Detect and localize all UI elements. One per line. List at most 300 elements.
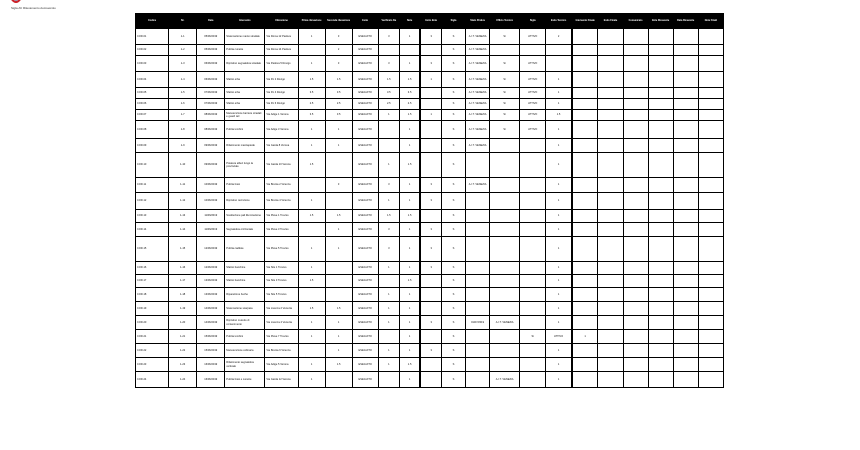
- table-cell: 1.5: [325, 210, 352, 223]
- table-cell: 01/07/2019: [466, 316, 490, 330]
- table-row: [136, 262, 724, 275]
- table-cell: 1.5: [378, 72, 399, 88]
- table-cell: [648, 153, 673, 178]
- table-cell: 1: [298, 330, 325, 344]
- table-cell: 1: [572, 330, 598, 344]
- table-cell: [698, 237, 723, 262]
- table-cell: [420, 330, 441, 344]
- table-cell: [698, 139, 723, 153]
- table-cell: ESEGUITO: [352, 29, 378, 45]
- table-cell: Pulizia tombini: [225, 121, 265, 139]
- table-cell: 3: [420, 237, 441, 262]
- table-cell: Pulizia fossi: [225, 178, 265, 193]
- table-row: [136, 210, 724, 223]
- table-cell: A.I.T. VENEZIA: [466, 45, 490, 56]
- table-cell: Pulizia caditoie: [225, 237, 265, 262]
- table-cell: [598, 372, 623, 388]
- table-cell: ESEGUITO: [352, 153, 378, 178]
- table-cell: [673, 262, 698, 275]
- table-cell: [298, 45, 325, 56]
- table-cell: 3: [378, 56, 399, 72]
- table-cell: 1-16: [169, 262, 197, 275]
- table-cell: COD.12: [136, 193, 169, 210]
- table-cell: S: [441, 302, 465, 316]
- table-cell: [673, 193, 698, 210]
- table-cell: [648, 45, 673, 56]
- table-row: [136, 56, 724, 72]
- table-cell: [598, 110, 623, 121]
- table-cell: [673, 302, 698, 316]
- table-row: [136, 237, 724, 262]
- table-cell: 1-4: [169, 72, 197, 88]
- table-cell: [399, 45, 420, 56]
- table-cell: 1-19: [169, 302, 197, 316]
- table-cell: ATTIVO: [520, 29, 546, 45]
- table-cell: [648, 29, 673, 45]
- table-cell: ESEGUITO: [352, 288, 378, 302]
- table-cell: 1-17: [169, 275, 197, 288]
- table-cell: [673, 223, 698, 237]
- table-cell: [546, 45, 572, 56]
- table-cell: 1: [378, 302, 399, 316]
- table-cell: COD.14: [136, 223, 169, 237]
- column-header: Intervento Finale: [572, 14, 598, 29]
- table-cell: 3: [420, 344, 441, 358]
- table-cell: 1-3: [169, 56, 197, 72]
- table-cell: [648, 316, 673, 330]
- table-cell: [623, 110, 648, 121]
- table-cell: [598, 72, 623, 88]
- table-cell: [598, 99, 623, 110]
- table-cell: 1: [399, 344, 420, 358]
- table-cell: Potatura alberi lungo la provinciale: [225, 153, 265, 178]
- table-cell: Ripristino segnaletica stradale: [225, 56, 265, 72]
- table-cell: [520, 358, 546, 372]
- table-cell: [648, 372, 673, 388]
- table-cell: [466, 153, 490, 178]
- table-cell: 1-12: [169, 193, 197, 210]
- table-cell: S: [441, 153, 465, 178]
- table-cell: [490, 330, 520, 344]
- table-cell: 06/06/2019: [197, 72, 225, 88]
- table-cell: [420, 372, 441, 388]
- table-cell: 1-15: [169, 237, 197, 262]
- table-cell: S: [441, 237, 465, 262]
- table-cell: [598, 193, 623, 210]
- table-cell: 13/06/2019: [197, 275, 225, 288]
- table-cell: 1: [399, 223, 420, 237]
- table-cell: Sfalcio banchine: [225, 262, 265, 275]
- table-cell: 1: [298, 56, 325, 72]
- table-cell: 1.5: [298, 153, 325, 178]
- table-cell: [648, 88, 673, 99]
- table-cell: [490, 178, 520, 193]
- table-cell: [598, 178, 623, 193]
- column-header: Esito: [352, 14, 378, 29]
- table-cell: Via Padova 5 Rovigo: [265, 56, 298, 72]
- table-cell: [673, 316, 698, 330]
- column-header: Data: [197, 14, 225, 29]
- table-cell: [520, 210, 546, 223]
- table-cell: A.I.T. VENEZIA: [466, 121, 490, 139]
- table-cell: [698, 223, 723, 237]
- table-cell: Via Roma 14 Padova: [265, 45, 298, 56]
- table-cell: [572, 139, 598, 153]
- table-cell: 09/06/2019: [197, 139, 225, 153]
- table-cell: [378, 45, 399, 56]
- table-cell: S: [441, 344, 465, 358]
- table-cell: Pulizia cunette: [225, 45, 265, 56]
- table-cell: 2.5: [325, 99, 352, 110]
- table-cell: Pulizia fossi e cunette: [225, 372, 265, 388]
- table-cell: [673, 344, 698, 358]
- table-cell: [572, 110, 598, 121]
- table-cell: 1: [546, 153, 572, 178]
- column-header: Verificato Da: [378, 14, 399, 29]
- table-cell: 11/06/2019: [197, 223, 225, 237]
- table-cell: S: [441, 121, 465, 139]
- table-cell: [420, 210, 441, 223]
- table-cell: [648, 110, 673, 121]
- table-cell: [490, 153, 520, 178]
- table-cell: [325, 262, 352, 275]
- table-cell: [466, 275, 490, 288]
- table-cell: 1: [546, 288, 572, 302]
- table-cell: [598, 121, 623, 139]
- table-cell: [623, 56, 648, 72]
- table-cell: 10/06/2019: [197, 178, 225, 193]
- table-cell: 1.5: [399, 358, 420, 372]
- table-cell: Segnaletica orizzontale: [225, 223, 265, 237]
- table-row: [136, 288, 724, 302]
- table-cell: Via Po 2 Rovigo: [265, 72, 298, 88]
- column-header: Data Ricevente: [673, 14, 698, 29]
- table-cell: 1: [399, 29, 420, 45]
- table-cell: [673, 210, 698, 223]
- table-cell: [673, 99, 698, 110]
- table-cell: [648, 344, 673, 358]
- table-cell: [466, 372, 490, 388]
- table-cell: [490, 237, 520, 262]
- table-cell: [698, 316, 723, 330]
- table-cell: S: [441, 316, 465, 330]
- table-cell: [520, 288, 546, 302]
- table-cell: 1: [378, 316, 399, 330]
- table-cell: [698, 372, 723, 388]
- table-cell: 1: [546, 372, 572, 388]
- table-cell: 1-6: [169, 99, 197, 110]
- table-cell: 1: [399, 262, 420, 275]
- table-cell: 1.5: [378, 210, 399, 223]
- table-cell: [572, 223, 598, 237]
- table-cell: 1: [546, 88, 572, 99]
- table-cell: S: [441, 29, 465, 45]
- table-row: [136, 178, 724, 193]
- table-cell: [598, 358, 623, 372]
- table-cell: [598, 262, 623, 275]
- table-cell: [598, 223, 623, 237]
- table-cell: [673, 372, 698, 388]
- table-cell: [623, 330, 648, 344]
- table-cell: [698, 302, 723, 316]
- table-cell: 08/06/2019: [197, 121, 225, 139]
- table-cell: [378, 139, 399, 153]
- table-cell: [673, 121, 698, 139]
- table-cell: [572, 178, 598, 193]
- table-cell: 1: [298, 372, 325, 388]
- table-cell: Sì: [490, 29, 520, 45]
- table-cell: [298, 223, 325, 237]
- table-cell: [490, 193, 520, 210]
- table-cell: ATTIVO: [520, 88, 546, 99]
- table-cell: [648, 262, 673, 275]
- table-cell: 1: [378, 110, 399, 121]
- table-cell: COD.13: [136, 210, 169, 223]
- table-cell: 1-9: [169, 139, 197, 153]
- table-cell: [648, 56, 673, 72]
- table-cell: [698, 56, 723, 72]
- column-header: Prima rilevazione: [298, 14, 325, 29]
- table-cell: 3: [378, 29, 399, 45]
- table-cell: [698, 262, 723, 275]
- table-cell: [598, 56, 623, 72]
- table-cell: Manutenzione barriere stradali e guard rail: [225, 110, 265, 121]
- table-cell: 2.5: [298, 99, 325, 110]
- table-cell: [490, 358, 520, 372]
- table-cell: 12/06/2019: [197, 262, 225, 275]
- table-cell: [648, 99, 673, 110]
- table-cell: [490, 344, 520, 358]
- table-cell: 3: [420, 316, 441, 330]
- table-cell: 3.5: [399, 88, 420, 99]
- table-cell: [648, 193, 673, 210]
- table-cell: 1: [298, 193, 325, 210]
- table-cell: [572, 88, 598, 99]
- table-cell: Sì: [490, 72, 520, 88]
- table-cell: 1-11: [169, 178, 197, 193]
- table-cell: [466, 193, 490, 210]
- table-cell: 3.5: [298, 88, 325, 99]
- table-cell: COD.24: [136, 372, 169, 388]
- table-cell: [420, 358, 441, 372]
- column-header: Note: [399, 14, 420, 29]
- table-cell: [623, 88, 648, 99]
- table-cell: [623, 288, 648, 302]
- table-cell: 1: [546, 99, 572, 110]
- table-cell: ESEGUITO: [352, 72, 378, 88]
- table-cell: ESEGUITO: [352, 210, 378, 223]
- table-cell: Via Garda 12 Verona: [265, 372, 298, 388]
- table-cell: 1: [399, 121, 420, 139]
- table-cell: 1: [420, 110, 441, 121]
- table-cell: 1: [399, 288, 420, 302]
- table-cell: [298, 344, 325, 358]
- table-cell: 1.5: [399, 210, 420, 223]
- table-cell: [572, 72, 598, 88]
- table-cell: Via Garda 8 Verona: [265, 139, 298, 153]
- table-cell: 1: [399, 237, 420, 262]
- table-cell: 2.5: [399, 99, 420, 110]
- table-cell: [623, 210, 648, 223]
- table-cell: 1.5: [325, 358, 352, 372]
- table-row: [136, 223, 724, 237]
- table-row: [136, 193, 724, 210]
- table-cell: [698, 72, 723, 88]
- table-cell: 05/06/2019: [197, 29, 225, 45]
- table-cell: [420, 139, 441, 153]
- table-cell: 1-18: [169, 288, 197, 302]
- table-cell: 1: [399, 178, 420, 193]
- table-cell: 1-7: [169, 110, 197, 121]
- table-cell: [673, 110, 698, 121]
- table-cell: [623, 139, 648, 153]
- table-cell: ESEGUITO: [352, 330, 378, 344]
- table-cell: 1: [546, 210, 572, 223]
- table-cell: ESEGUITO: [352, 372, 378, 388]
- table-cell: A.I.T. VENEZIA: [466, 99, 490, 110]
- table-cell: [520, 262, 546, 275]
- table-cell: 16/06/2019: [197, 372, 225, 388]
- table-cell: Via Adige 3 Verona: [265, 121, 298, 139]
- table-cell: [623, 344, 648, 358]
- table-cell: [698, 88, 723, 99]
- table-cell: [572, 344, 598, 358]
- table-row: [136, 330, 724, 344]
- table-cell: [572, 153, 598, 178]
- table-cell: [572, 302, 598, 316]
- table-cell: S: [441, 45, 465, 56]
- table-cell: S: [441, 99, 465, 110]
- table-row: [136, 139, 724, 153]
- table-cell: [698, 358, 723, 372]
- table-cell: 05/06/2019: [197, 45, 225, 56]
- table-cell: [420, 45, 441, 56]
- table-cell: [623, 99, 648, 110]
- table-cell: Via Roma 12 Padova: [265, 29, 298, 45]
- table-cell: [648, 121, 673, 139]
- table-cell: 1: [325, 344, 352, 358]
- table-cell: COD.18: [136, 288, 169, 302]
- table-cell: [598, 153, 623, 178]
- table-cell: 1.5: [298, 275, 325, 288]
- table-cell: A.I.T. VENEZIA: [466, 29, 490, 45]
- table-cell: S: [441, 330, 465, 344]
- table-cell: [698, 29, 723, 45]
- table-cell: 07/06/2019: [197, 99, 225, 110]
- table-cell: ESEGUITO: [352, 193, 378, 210]
- table-row: [136, 344, 724, 358]
- table-cell: Via Brenta 2 Vicenza: [265, 178, 298, 193]
- table-cell: [598, 45, 623, 56]
- table-cell: 1: [325, 121, 352, 139]
- table-cell: 3.5: [378, 88, 399, 99]
- table-cell: COD.17: [136, 275, 169, 288]
- table-cell: 1.5: [399, 153, 420, 178]
- table-cell: [378, 330, 399, 344]
- table-row: [136, 99, 724, 110]
- table-cell: Rifacimento marciapiede: [225, 139, 265, 153]
- table-cell: S: [441, 193, 465, 210]
- table-cell: 14/06/2019: [197, 316, 225, 330]
- table-cell: 1.5: [298, 210, 325, 223]
- table-cell: [572, 275, 598, 288]
- table-cell: Via Sile 1 Treviso: [265, 262, 298, 275]
- table-cell: 1-14: [169, 223, 197, 237]
- table-cell: 1-5: [169, 88, 197, 99]
- table-cell: [572, 237, 598, 262]
- table-cell: S: [441, 72, 465, 88]
- table-cell: 11/06/2019: [197, 210, 225, 223]
- table-cell: ESEGUITO: [352, 99, 378, 110]
- table-cell: ESEGUITO: [352, 178, 378, 193]
- table-cell: 1: [399, 316, 420, 330]
- table-cell: 1.5: [399, 72, 420, 88]
- table-cell: [520, 372, 546, 388]
- table-cell: [623, 262, 648, 275]
- table-cell: 1: [399, 56, 420, 72]
- table-cell: [673, 88, 698, 99]
- table-cell: Ripristino recinzione: [225, 193, 265, 210]
- table-cell: [520, 45, 546, 56]
- table-cell: [325, 153, 352, 178]
- table-cell: 1.5: [399, 110, 420, 121]
- column-header: Seconda rilevazione: [325, 14, 352, 29]
- table-cell: 1.5: [298, 72, 325, 88]
- table-row: [136, 372, 724, 388]
- column-header: Ufficio Tecnico: [490, 14, 520, 29]
- table-cell: [598, 88, 623, 99]
- table-cell: Riparazione buche: [225, 288, 265, 302]
- table-cell: Via Piave 3 Treviso: [265, 223, 298, 237]
- table-cell: Sfalcio erba: [225, 72, 265, 88]
- table-cell: A.I.T. VENEZIA: [466, 88, 490, 99]
- table-cell: 12/06/2019: [197, 237, 225, 262]
- table-cell: [598, 210, 623, 223]
- table-cell: COD.05: [136, 88, 169, 99]
- table-cell: S: [441, 139, 465, 153]
- table-cell: [598, 237, 623, 262]
- table-cell: [598, 330, 623, 344]
- table-cell: 10/06/2019: [197, 193, 225, 210]
- table-cell: S: [441, 372, 465, 388]
- table-cell: [648, 237, 673, 262]
- table-cell: [572, 45, 598, 56]
- table-cell: ESEGUITO: [352, 110, 378, 121]
- table-cell: 1: [546, 237, 572, 262]
- table-cell: 3: [420, 178, 441, 193]
- table-cell: S: [441, 178, 465, 193]
- table-cell: 1: [546, 302, 572, 316]
- table-cell: [520, 237, 546, 262]
- table-cell: ESEGUITO: [352, 88, 378, 99]
- table-cell: [520, 178, 546, 193]
- column-header: Codice: [136, 14, 169, 29]
- table-cell: [673, 72, 698, 88]
- table-cell: [325, 275, 352, 288]
- table-cell: COD.19: [136, 302, 169, 316]
- table-cell: 1: [546, 139, 572, 153]
- table-cell: Sfalcio banchine: [225, 275, 265, 288]
- table-cell: [648, 330, 673, 344]
- table-cell: [698, 275, 723, 288]
- table-cell: [598, 288, 623, 302]
- table-cell: [572, 358, 598, 372]
- table-cell: [490, 302, 520, 316]
- table-cell: [546, 56, 572, 72]
- column-header: Sigla: [441, 14, 465, 29]
- table-cell: [466, 223, 490, 237]
- table-cell: ESEGUITO: [352, 316, 378, 330]
